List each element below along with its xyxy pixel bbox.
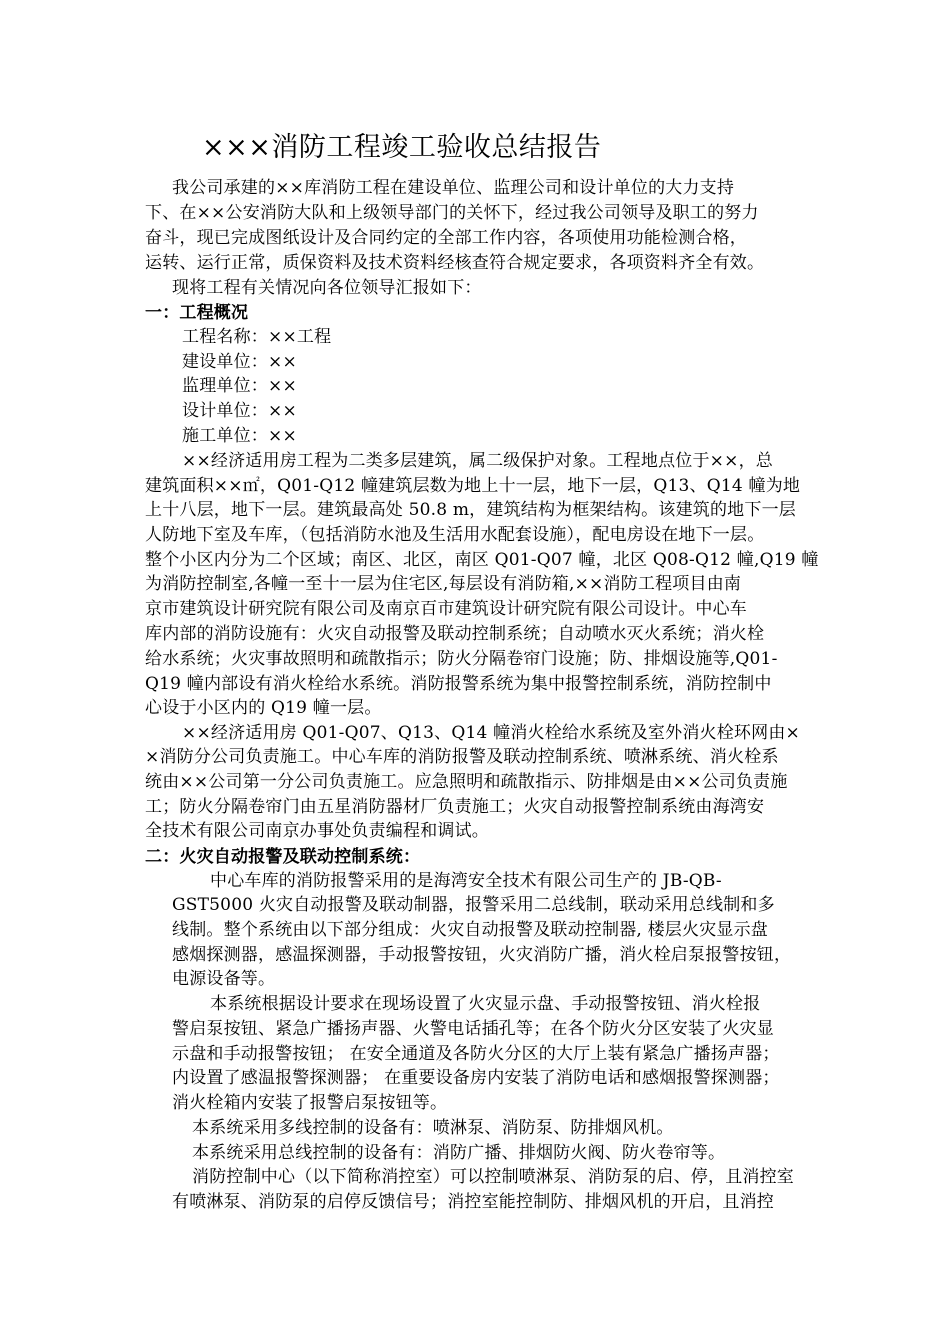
body-text-line: 人防地下室及车库，（包括消防水池及生活用水配套设施），配电房设在地下一层。 — [145, 525, 765, 545]
body-text-line: 全技术有限公司南京办事处负责编程和调试。 — [145, 821, 489, 841]
body-text-line: 施工单位：×× — [182, 426, 297, 446]
body-text-line: 运转、运行正常，质保资料及技术资料经核查符合规定要求，各项资料齐全有效。 — [145, 253, 765, 273]
body-text-line: 心设于小区内的 Q19 幢一层。 — [145, 698, 382, 718]
body-text-line: 电源设备等。 — [172, 969, 276, 989]
body-text-line: 监理单位：×× — [182, 376, 297, 396]
body-text-line: 整个小区内分为二个区域；南区、北区，南区 Q01-Q07 幢，北区 Q08-Q12 幢,Q19 幢 — [145, 550, 819, 570]
body-text-line: 感烟探测器，感温探测器，手动报警按钮，火灾消防广播，消火栓启泵报警按钮， — [172, 945, 792, 965]
body-text-line: 为消防控制室,各幢一至十一层为住宅区,每层设有消防箱,××消防工程项目由南 — [145, 574, 742, 594]
section-heading: 一：工程概况 — [145, 303, 249, 323]
body-text-line: 内设置了感温报警探测器； 在重要设备房内安装了消防电话和感烟报警探测器； — [172, 1068, 780, 1088]
body-text-line: ×消防分公司负责施工。中心车库的消防报警及联动控制系统、喷淋系统、消火栓系 — [145, 747, 779, 767]
body-text-line: 消火栓箱内安装了报警启泵按钮等。 — [172, 1093, 448, 1113]
body-text-line: 示盘和手动报警按钮； 在安全通道及各防火分区的大厅上装有紧急广播扬声器； — [172, 1044, 780, 1064]
section-heading: 二：火灾自动报警及联动控制系统： — [145, 847, 421, 867]
body-text-line: ××经济适用房 Q01-Q07、Q13、Q14 幢消火栓给水系统及室外消火栓环网由× — [182, 723, 800, 743]
body-text-line: ××经济适用房工程为二类多层建筑，属二级保护对象。工程地点位于××，总 — [182, 451, 773, 471]
body-text-line: Q19 幢内部设有消火栓给水系统。消防报警系统为集中报警控制系统，消防控制中 — [145, 674, 772, 694]
body-text-line: 京市建筑设计研究院有限公司及南京百市建筑设计研究院有限公司设计。中心车 — [145, 599, 747, 619]
body-text-line: 线制。整个系统由以下部分组成：火灾自动报警及联动控制器, 楼层火灾显示盘 — [172, 920, 769, 940]
body-text-line: 下、在××公安消防大队和上级领导部门的关怀下，经过我公司领导及职工的努力 — [145, 203, 759, 223]
body-text-line: 有喷淋泵、消防泵的启停反馈信号；消控室能控制防、排烟风机的开启，且消控 — [172, 1192, 774, 1212]
body-text-line: 奋斗，现已完成图纸设计及合同约定的全部工作内容，各项使用功能检测合格， — [145, 228, 747, 248]
body-text-line: 中心车库的消防报警采用的是海湾安全技术有限公司生产的 JB-QB- — [210, 871, 722, 891]
body-text-line: 统由××公司第一分公司负责施工。应急照明和疏散指示、防排烟是由××公司负责施 — [145, 772, 788, 792]
body-text-line: 现将工程有关情况向各位领导汇报如下： — [172, 278, 482, 298]
body-text-line: 给水系统；火灾事故照明和疏散指示；防火分隔卷帘门设施；防、排烟设施等,Q01- — [145, 649, 778, 669]
body-text-line: 本系统采用多线控制的设备有：喷淋泵、消防泵、防排烟风机。 — [192, 1118, 674, 1138]
body-text-line: 上十八层，地下一层。建筑最高处 50.8 m，建筑结构为框架结构。该建筑的地下一层 — [145, 500, 796, 520]
body-text-line: 我公司承建的××库消防工程在建设单位、监理公司和设计单位的大力支持 — [172, 178, 735, 198]
body-text-line: 本系统采用总线控制的设备有：消防广播、排烟防火阀、防火卷帘等。 — [192, 1143, 726, 1163]
body-text-line: 警启泵按钮、紧急广播扬声器、火警电话插孔等；在各个防火分区安装了火灾显 — [172, 1019, 774, 1039]
body-text-line: 建筑面积××㎡，Q01-Q12 幢建筑层数为地上十一层，地下一层，Q13、Q14 幢为地 — [145, 476, 801, 496]
body-text-line: GST5000 火灾自动报警及联动制器，报警采用二总线制，联动采用总线制和多 — [172, 895, 775, 915]
body-text-line: 工；防火分隔卷帘门由五星消防器材厂负责施工；火灾自动报警控制系统由海湾安 — [145, 797, 765, 817]
body-text-line: 工程名称：××工程 — [182, 327, 332, 347]
body-text-line: 设计单位：×× — [182, 401, 297, 421]
body-text-line: 建设单位：×× — [182, 352, 297, 372]
body-text-line: 库内部的消防设施有：火灾自动报警及联动控制系统；自动喷水灭火系统；消火栓 — [145, 624, 765, 644]
document-title: ×××消防工程竣工验收总结报告 — [202, 132, 602, 163]
body-text-line: 消防控制中心（以下简称消控室）可以控制喷淋泵、消防泵的启、停，且消控室 — [192, 1167, 794, 1187]
body-text-line: 本系统根据设计要求在现场设置了火灾显示盘、手动报警按钮、消火栓报 — [210, 994, 761, 1014]
